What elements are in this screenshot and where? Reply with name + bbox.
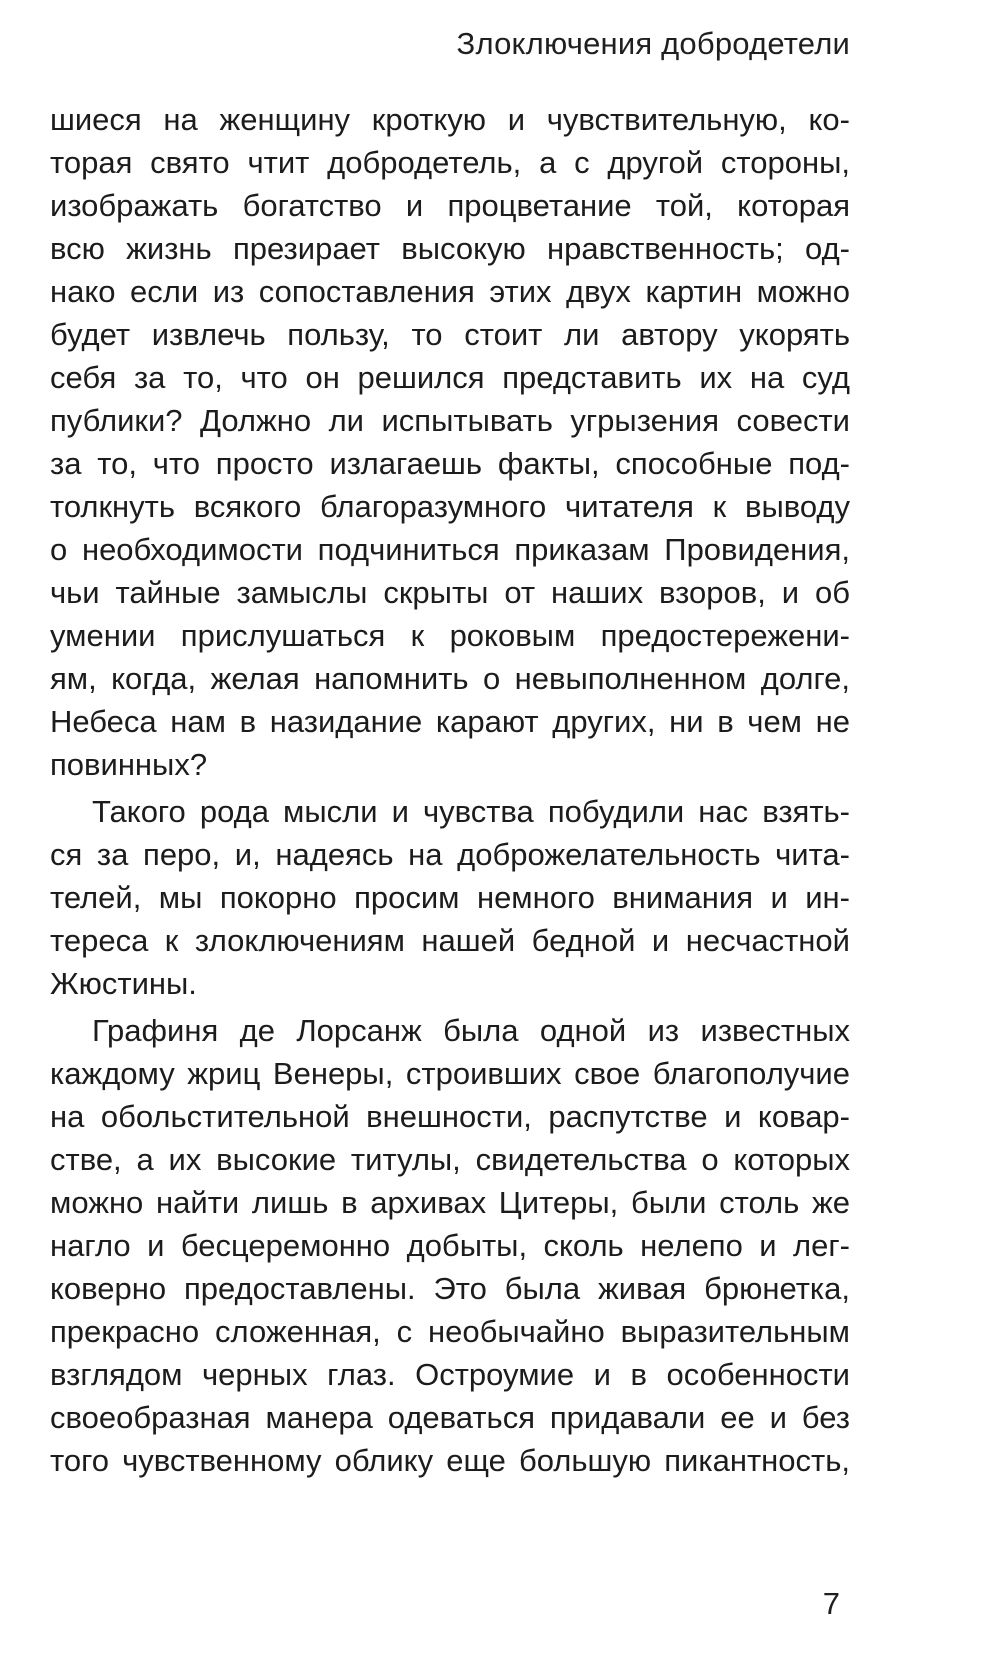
text-line: повинных? — [50, 747, 208, 782]
text-line: можно найти лишь в архивах Цитеры, были столь же — [50, 1185, 850, 1220]
body-text — [50, 98, 850, 1482]
text-line: прекрасно сложенная, с необычайно выразительным — [50, 1314, 850, 1349]
text-line: ся за перо, и, надеясь на доброжелательность чита- — [50, 837, 850, 872]
text-line: шиеся на женщину кроткую и чувствительную, ко- — [50, 102, 850, 137]
text-line: на обольстительной внешности, распутстве и ковар- — [50, 1099, 850, 1134]
text-line: изображать богатство и процветание той, которая — [50, 188, 850, 223]
text-line: коверно предоставлены. Это была живая брюнетка, — [50, 1271, 850, 1306]
text-line: Небеса нам в назидание карают других, ни в чем не — [50, 704, 850, 739]
running-head: Злоключения добродетели — [456, 26, 850, 61]
text-line: нако если из сопоставления этих двух картин можно — [50, 274, 850, 309]
paragraph-3 — [50, 1009, 850, 1482]
text-line: публики? Должно ли испытывать угрызения совести — [50, 403, 850, 438]
text-line: нагло и бесцеремонно добыты, сколь нелепо и лег- — [50, 1228, 850, 1263]
text-line: взглядом черных глаз. Остроумие и в особенности — [50, 1357, 850, 1392]
text-line: будет извлечь пользу, то стоит ли автору укорять — [50, 317, 850, 352]
text-line: Графиня де Лорсанж была одной из известных — [92, 1013, 850, 1048]
text-line: того чувственному облику еще большую пикантность, — [50, 1443, 850, 1478]
text-line: стве, а их высокие титулы, свидетельства о которых — [50, 1142, 850, 1177]
text-line: чьи тайные замыслы скрыты от наших взоров, и об — [50, 575, 850, 610]
text-line: каждому жриц Венеры, строивших свое благополучие — [50, 1056, 850, 1091]
paragraph-2 — [50, 790, 850, 1005]
text-line: за то, что просто излагаешь факты, способные под- — [50, 446, 850, 481]
text-line: толкнуть всякого благоразумного читателя к выводу — [50, 489, 850, 524]
paragraph-1 — [50, 98, 850, 786]
text-line: телей, мы покорно просим немного внимания и ин- — [50, 880, 850, 915]
text-line: всю жизнь презирает высокую нравственность; од- — [50, 231, 850, 266]
text-line: Жюстины. — [50, 966, 197, 1001]
text-line: тереса к злоключениям нашей бедной и несчастной — [50, 923, 850, 958]
text-line: ям, когда, желая напомнить о невыполненном долге, — [50, 661, 850, 696]
text-line: торая свято чтит добродетель, а с другой стороны, — [50, 145, 850, 180]
text-line: своеобразная манера одеваться придавали ее и без — [50, 1400, 850, 1435]
page-number: 7 — [822, 1586, 840, 1621]
text-line: о необходимости подчиниться приказам Провидения, — [50, 532, 850, 567]
text-line: Такого рода мысли и чувства побудили нас взять- — [92, 794, 850, 829]
text-line: себя за то, что он решился представить их на суд — [50, 360, 850, 395]
text-line: умении прислушаться к роковым предостережени- — [50, 618, 850, 653]
